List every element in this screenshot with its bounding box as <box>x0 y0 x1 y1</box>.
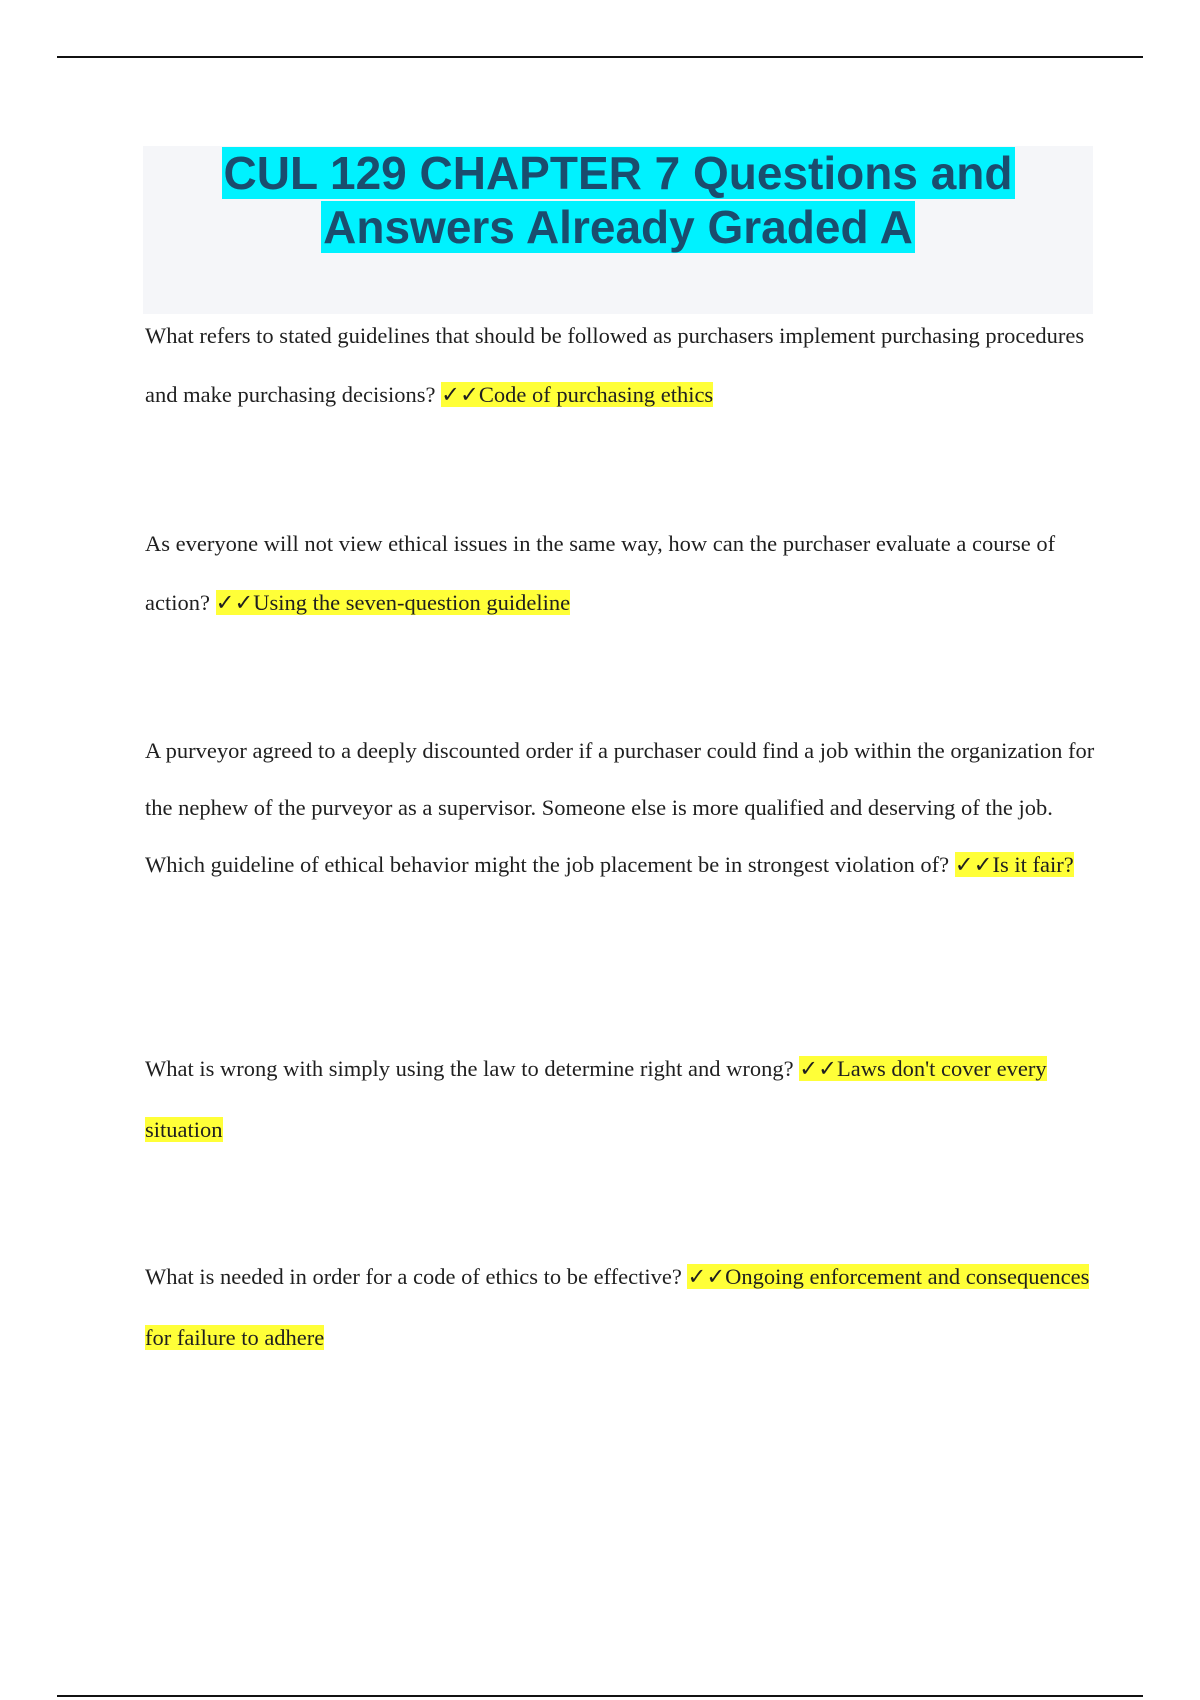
question-text: What is needed in order for a code of ethics to be effective? <box>145 1264 682 1289</box>
title-line-1: CUL 129 CHAPTER 7 Questions and <box>223 147 1013 199</box>
question-text: What is wrong with simply using the law to determine right and wrong? <box>145 1056 794 1081</box>
bottom-rule <box>57 1695 1143 1697</box>
answer-text: ✓✓Using the seven-question guideline <box>215 590 571 615</box>
qa-item <box>145 1246 1095 1368</box>
answer-text: ✓✓Laws don't cover every situation <box>145 1056 1047 1142</box>
qa-item <box>145 1038 1095 1160</box>
qa-item <box>145 306 1095 424</box>
answer-text: ✓✓Is it fair? <box>954 852 1074 877</box>
question-text: As everyone will not view ethical issues in the same way, how can the purchaser evaluate a course of action? <box>145 531 1056 615</box>
question-text: What refers to stated guidelines that should be followed as purchasers implement purchasing procedures and make purchasing decisions? <box>145 323 1085 407</box>
answer-text: ✓✓Ongoing enforcement and consequences for failure to adhere <box>145 1264 1090 1350</box>
qa-item <box>145 514 1095 632</box>
top-rule <box>57 56 1143 58</box>
document-title <box>143 146 1093 254</box>
qa-item <box>145 722 1095 893</box>
answer-text: ✓✓Code of purchasing ethics <box>441 382 714 407</box>
question-text: A purveyor agreed to a deeply discounted order if a purchaser could find a job within the organization for the nephew of the purveyor as a supervisor. Someone else is more qualified and deserving of the job. Which guideline of ethical behavior might the job placement be in strongest violation of? <box>145 738 1095 877</box>
title-line-2: Answers Already Graded A <box>323 201 913 253</box>
